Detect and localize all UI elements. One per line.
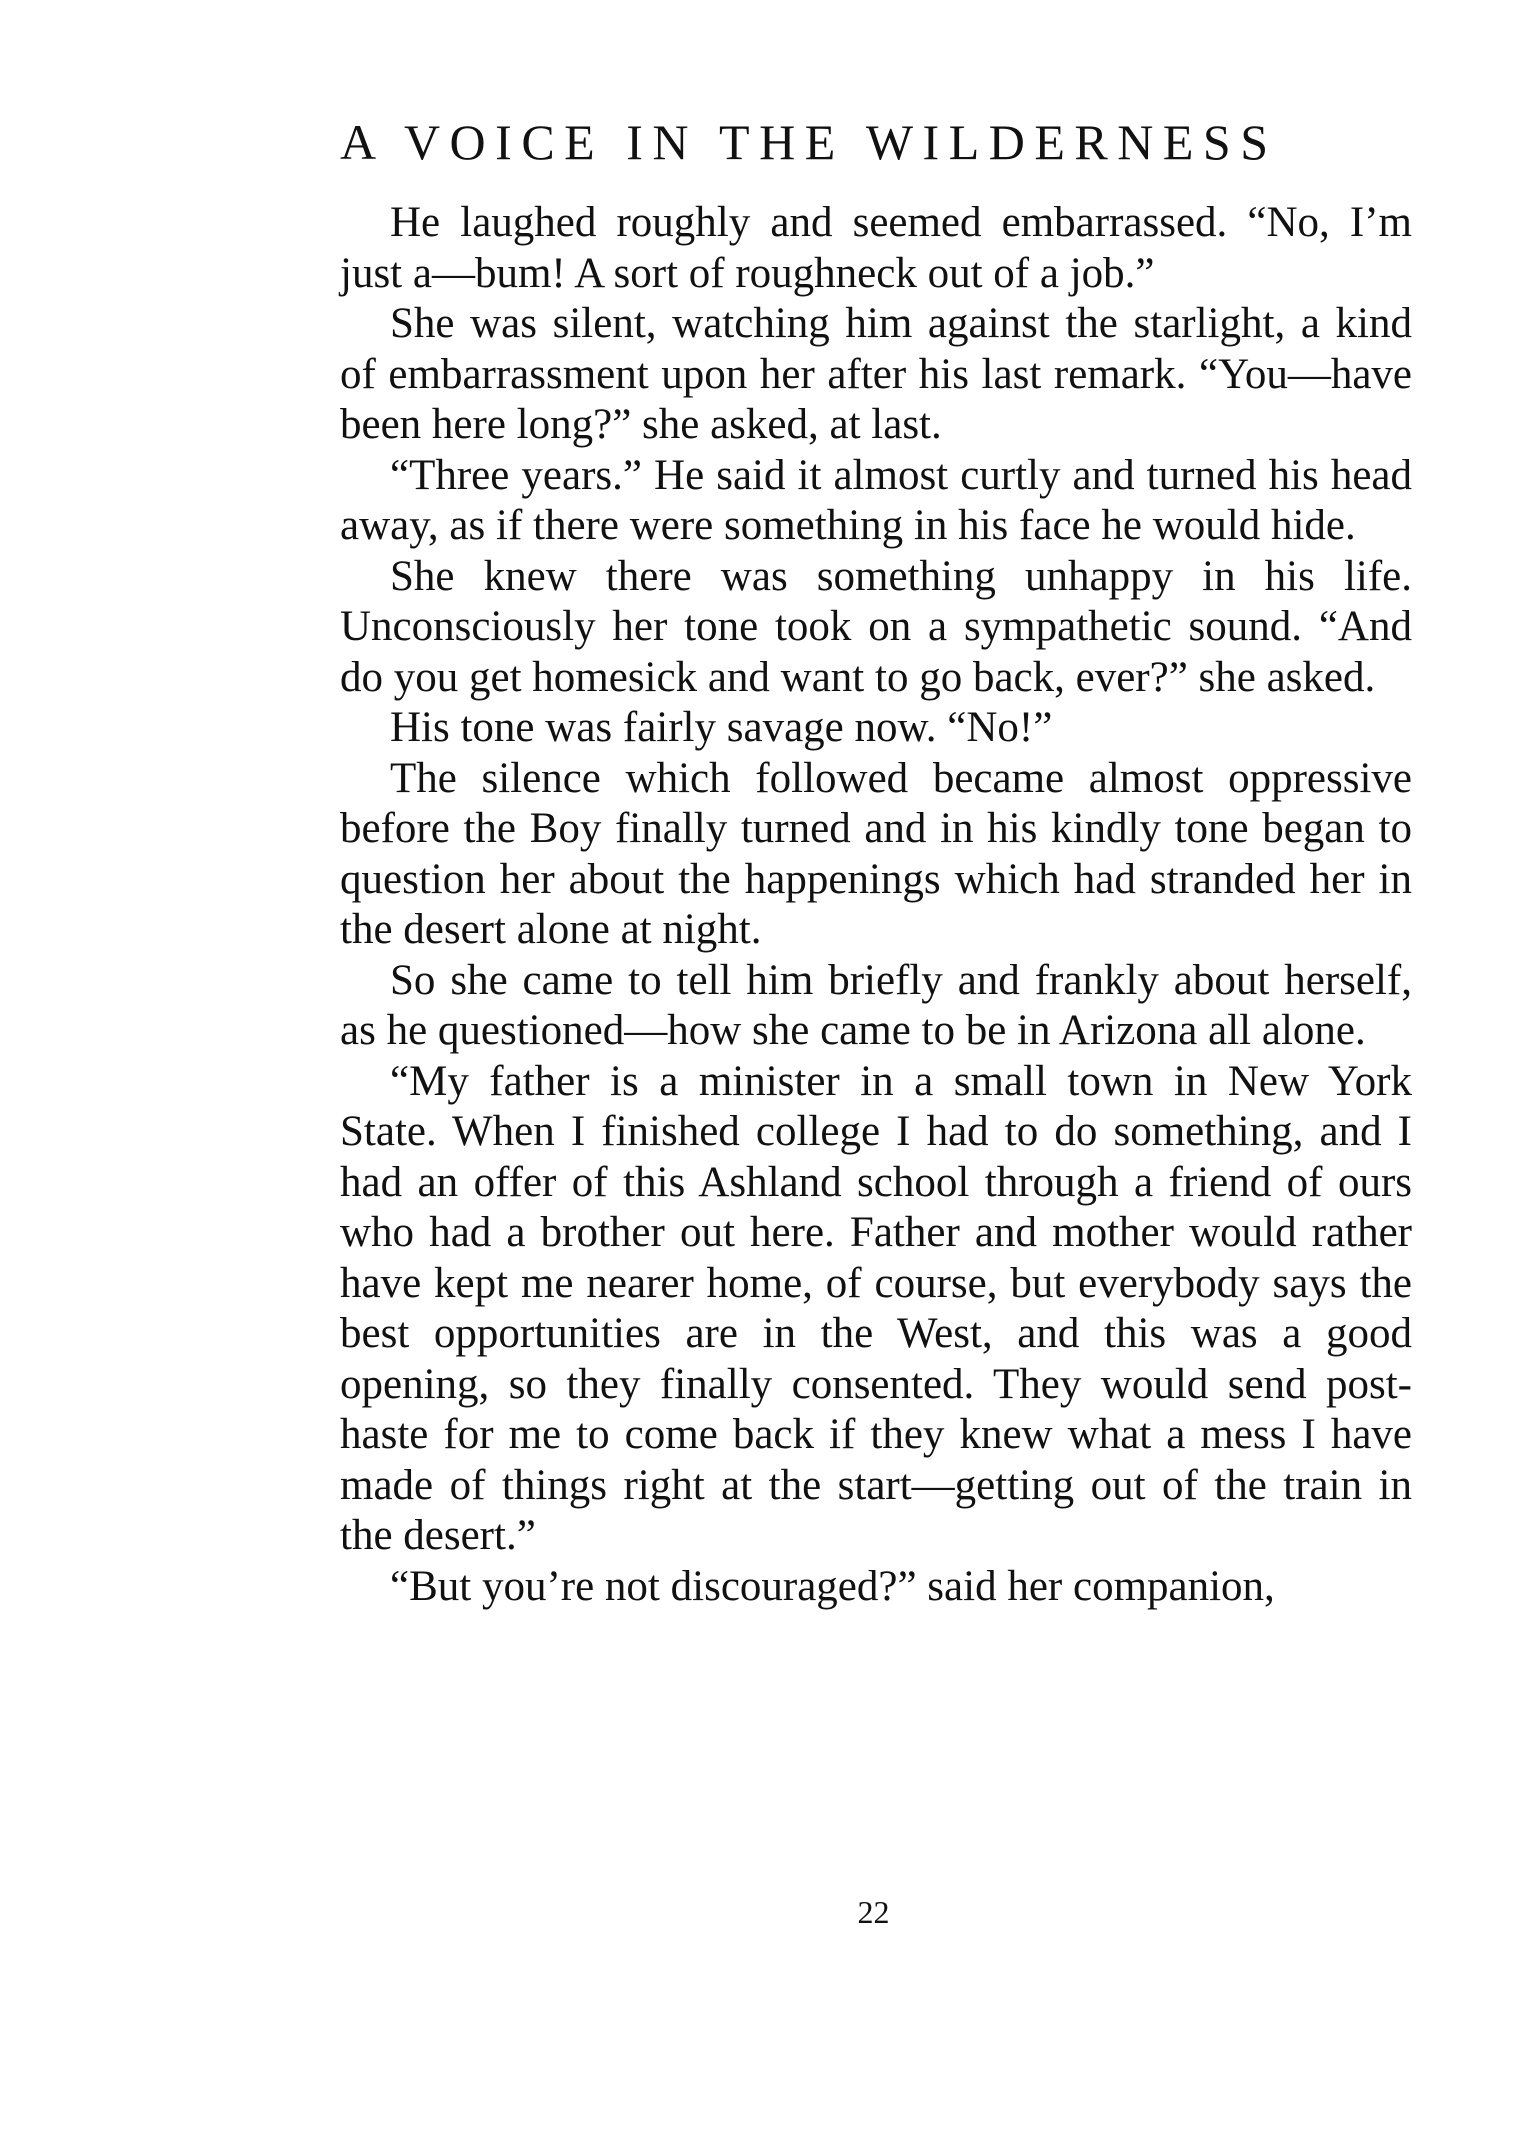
running-head: A VOICE IN THE WILDERNESS	[340, 114, 1278, 170]
paragraph: She knew there was something unhappy in his life. Unconsciously her tone took on a sympathetic sound. “And do you get homesick and want to go back, ever?” she asked.	[340, 552, 1412, 701]
paragraph: “But you’re not discouraged?” said her companion,	[390, 1562, 1275, 1610]
paragraph: His tone was fairly savage now. “No!”	[390, 704, 1053, 751]
paragraph: “Three years.” He said it almost curtly and turned his head away, as if there were something in his face he would hide.	[340, 451, 1412, 549]
body-text	[340, 198, 1412, 1612]
paragraph: “My father is a minister in a small town in New York State. When I finished college I had to do something, and I had an offer of this Ashland school through a friend of ours who had a brother out here. Father and mother would rather have kept me nearer home, of course, but everybody says the best opportunities are in the West, and this was a good opening, so they finally consented. They would send post-haste for me to come back if they knew what a mess I have made of things right at the start—getting out of the train in the desert.”	[340, 1057, 1412, 1559]
paragraph: He laughed roughly and seemed embarrassed. “No, I’m just a—bum! A sort of roughneck out of a job.”	[340, 199, 1412, 297]
paragraph: So she came to tell him briefly and frankly about herself, as he questioned—how she came to be in Arizona all alone.	[340, 956, 1412, 1054]
page-number: 22	[857, 1894, 890, 1930]
paragraph: The silence which followed became almost oppressive before the Boy finally turned and in his kindly tone began to question her about the happenings which had stranded her in the desert alone at night.	[340, 754, 1412, 953]
paragraph: She was silent, watching him against the starlight, a kind of embarrassment upon her after his last remark. “You—have been here long?” she asked, at last.	[340, 300, 1412, 448]
